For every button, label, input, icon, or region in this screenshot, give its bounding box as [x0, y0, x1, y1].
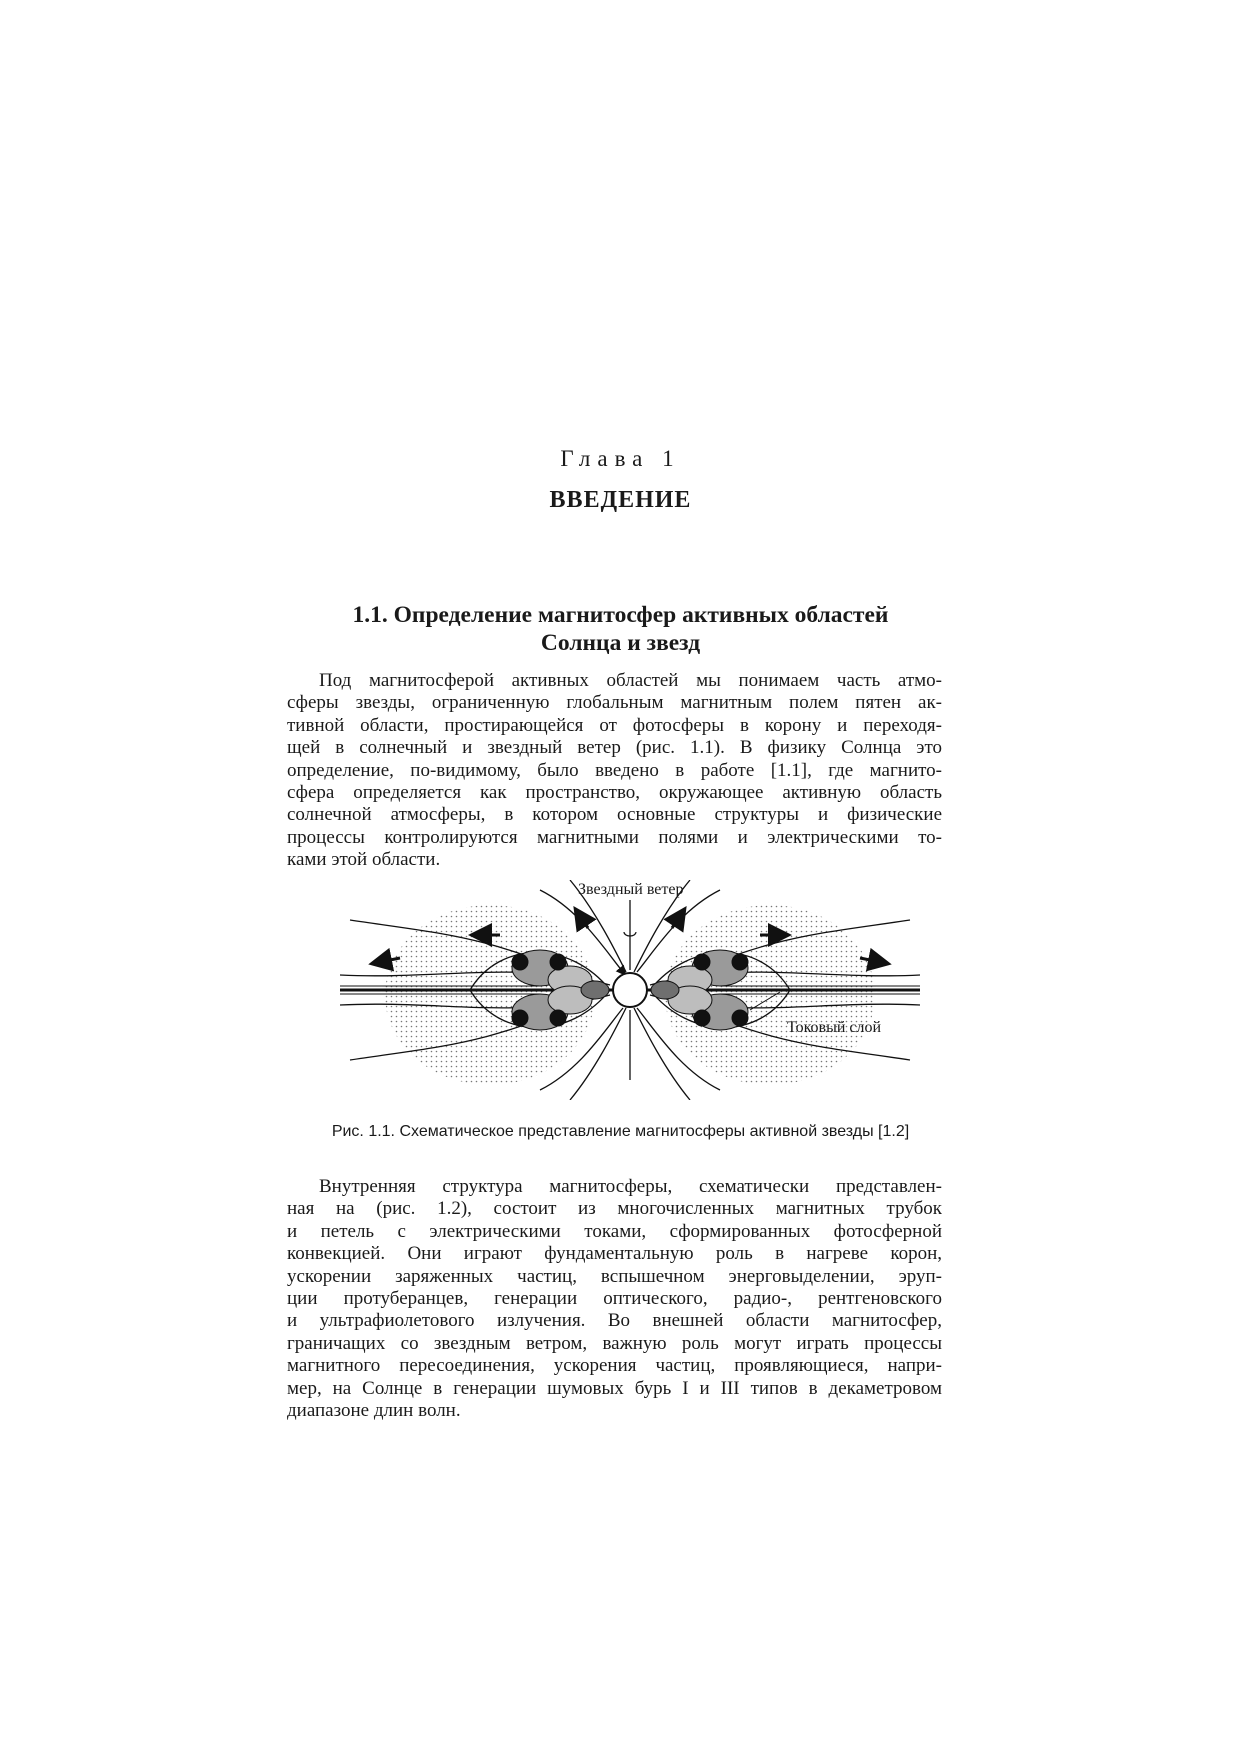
text-line: сфера определяется как пространство, окружающее активную область [287, 781, 942, 803]
star [613, 973, 647, 1007]
text-line: граничащих со звездным ветром, важную роль могут играть процессы [287, 1332, 942, 1354]
text-line: магнитного пересоединения, ускорения частиц, проявляющиеся, напри- [287, 1355, 942, 1377]
text-line: диапазоне длин волн. [287, 1399, 461, 1421]
text-line: определение, по-видимому, было введено в работе [1.1], где магнито- [287, 759, 942, 781]
text-line: ная на (рис. 1.2), состоит из многочисленных магнитных трубок [287, 1198, 942, 1220]
chapter-label: Глава 1 [560, 446, 681, 471]
text-line: тивной области, простирающейся от фотосферы в корону и переходя- [287, 714, 942, 736]
paragraph-1 [287, 670, 942, 872]
paragraph-2 [287, 1176, 942, 1422]
text-line: ускорении заряженных частиц, вспышечном энерговыделении, эруп- [287, 1265, 942, 1287]
stellar-wind-label: Звездный ветер [578, 881, 684, 898]
text-line: мер, на Солнце в генерации шумовых бурь I и III типов в декаметровом [287, 1377, 942, 1399]
text-line: сферы звезды, ограниченную глобальным магнитным полем пятен ак- [287, 692, 942, 714]
section-title-line2: Солнца и звезд [540, 630, 701, 656]
text-line: Под магнитосферой активных областей мы понимаем часть атмо- [319, 670, 942, 691]
current-sheet-label: Токовый слой [787, 1019, 882, 1036]
magnetosphere-figure [340, 880, 920, 1100]
text-line: и петель с электрическими токами, сформированных фотосферной [287, 1220, 942, 1242]
figure-caption: Рис. 1.1. Схематическое представление магнитосферы активной звезды [1.2] [331, 1123, 910, 1140]
text-line: щей в солнечный и звездный ветер (рис. 1.1). В физику Солнца это [287, 737, 942, 759]
section-title-line1: Определение магнитосфер активных областей [393, 602, 889, 628]
section-number: 1.1. [352, 602, 388, 628]
text-line: и ультрафиолетового излучения. Во внешней области магнитосфер, [287, 1310, 942, 1332]
text-line: конвекцией. Они играют фундаментальную роль в нагреве корон, [287, 1243, 942, 1265]
text-line: ции протуберанцев, генерации оптического, радио-, рентгеновского [287, 1287, 942, 1309]
text-line: ками этой области. [287, 849, 441, 871]
text-line: процессы контролируются магнитными полями и электрическими то- [287, 826, 942, 848]
text-line: солнечной атмосферы, в котором основные структуры и физические [287, 804, 942, 826]
section-heading [0, 601, 1241, 657]
text-line: Внутренняя структура магнитосферы, схематически представлен- [319, 1176, 942, 1197]
chapter-title: ВВЕДЕНИЕ [549, 487, 692, 513]
